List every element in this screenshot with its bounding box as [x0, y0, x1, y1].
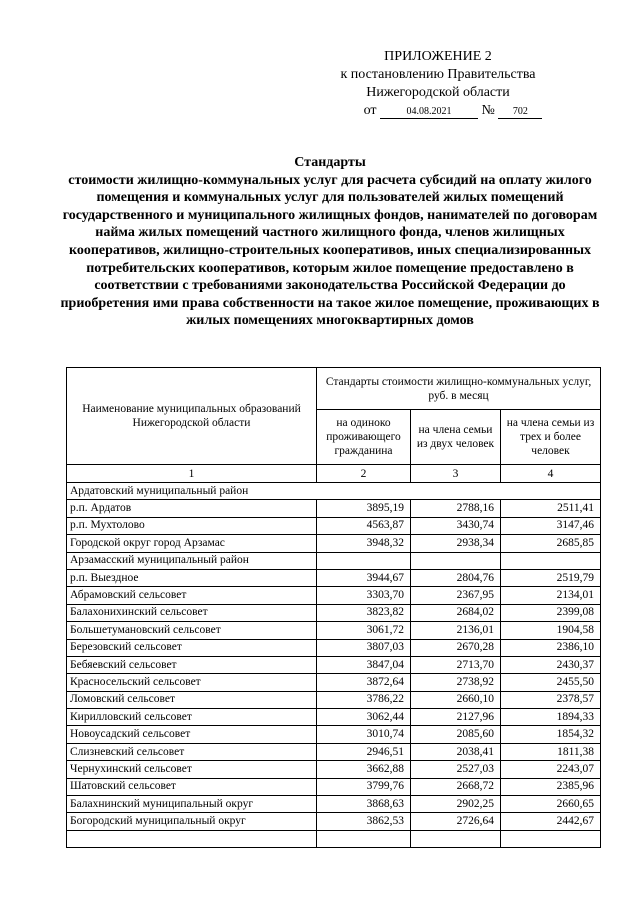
row-value-two: 3430,74 — [411, 517, 501, 534]
table-row — [67, 778, 601, 795]
row-value-two: 2713,70 — [411, 656, 501, 673]
row-value-two — [411, 552, 501, 569]
row-name: Чернухинский сельсовет — [67, 761, 317, 778]
row-value-three: 2430,37 — [501, 656, 601, 673]
row-value-single: 4563,87 — [317, 517, 411, 534]
row-name: р.п. Мухтолово — [67, 517, 317, 534]
row-value-three: 2243,07 — [501, 761, 601, 778]
from-label: от — [363, 103, 377, 118]
standards-table — [66, 367, 601, 848]
table-row — [67, 569, 601, 586]
row-value-single: 3948,32 — [317, 535, 411, 552]
row-value-three: 2685,85 — [501, 535, 601, 552]
row-value-two: 2726,64 — [411, 813, 501, 830]
table-row — [67, 604, 601, 621]
row-value-single: 3061,72 — [317, 622, 411, 639]
row-value-three: 2455,50 — [501, 674, 601, 691]
row-value-single: 3062,44 — [317, 709, 411, 726]
row-value-two: 2684,02 — [411, 604, 501, 621]
row-name: Кирилловский сельсовет — [67, 709, 317, 726]
row-value-three: 2386,10 — [501, 639, 601, 656]
row-value-two: 2038,41 — [411, 743, 501, 760]
row-value-two: 2660,10 — [411, 691, 501, 708]
header-name-col: Наименование муниципальных образований Нижегородской области — [67, 368, 317, 465]
row-value-two: 2670,28 — [411, 639, 501, 656]
row-value-two: 2938,34 — [411, 535, 501, 552]
row-name: Балахнинский муниципальный округ — [67, 796, 317, 813]
index-cell: 1 — [67, 465, 317, 483]
row-name: Городской округ город Арзамас — [67, 535, 317, 552]
row-value-three: 1894,33 — [501, 709, 601, 726]
appendix-region-line: Нижегородской области — [366, 85, 510, 100]
row-name — [67, 830, 317, 847]
row-value-single: 3662,88 — [317, 761, 411, 778]
appendix-title: ПРИЛОЖЕНИЕ 2 — [384, 49, 492, 64]
table-row — [67, 830, 601, 847]
title-subtitle: стоимости жилищно-коммунальных услуг для расчета субсидий на оплату жилого помещения и коммунальных услуг для пользователей жилых помещений государственного и муниципального жилищных фондов, нанимателей по договорам найма жилых помещений частного жилищного фонда, членов жилищных кооперативов, жилищно-строительных кооперативов, иных специализированных потребительских кооперативов, которым жилое помещение предоставлено в соответствии с требованиями законодательства Российской Федерации до приобретения ими права собственности на такое жилое помещение, проживающих в жилых помещениях многоквартирных домов — [60, 172, 600, 329]
row-value-single: 3862,53 — [317, 813, 411, 830]
appendix-decree-line: к постановлению Правительства — [340, 67, 536, 82]
table-row — [67, 674, 601, 691]
table-row — [67, 587, 601, 604]
row-value-three: 1904,58 — [501, 622, 601, 639]
header-col-single: на одиноко проживающего гражданина — [317, 410, 411, 465]
index-cell: 2 — [317, 465, 411, 483]
table-row — [67, 535, 601, 552]
index-cell: 4 — [501, 465, 601, 483]
row-value-three: 2378,57 — [501, 691, 601, 708]
row-name: р.п. Выездное — [67, 569, 317, 586]
row-value-three: 2660,65 — [501, 796, 601, 813]
row-name: Новоусадский сельсовет — [67, 726, 317, 743]
row-value-two: 2902,25 — [411, 796, 501, 813]
row-value-single: 3786,22 — [317, 691, 411, 708]
decree-date: 04.08.2021 — [380, 106, 478, 119]
row-value-two: 2127,96 — [411, 709, 501, 726]
table-row — [67, 709, 601, 726]
row-value-single: 2946,51 — [317, 743, 411, 760]
row-name: Бебяевский сельсовет — [67, 656, 317, 673]
row-value-single: 3807,03 — [317, 639, 411, 656]
header-group: Стандарты стоимости жилищно-коммунальных услуг, руб. в месяц — [317, 368, 601, 410]
title-heading: Стандарты — [294, 155, 366, 170]
row-value-two: 2085,60 — [411, 726, 501, 743]
table-row — [67, 517, 601, 534]
row-value-single: 3799,76 — [317, 778, 411, 795]
row-name: Шатовский сельсовет — [67, 778, 317, 795]
row-value-three: 2442,67 — [501, 813, 601, 830]
decree-number: 702 — [498, 106, 542, 119]
row-name: р.п. Ардатов — [67, 500, 317, 517]
row-value-single — [317, 552, 411, 569]
row-value-three — [501, 830, 601, 847]
row-value-three: 1811,38 — [501, 743, 601, 760]
row-value-single: 3010,74 — [317, 726, 411, 743]
row-value-single: 3868,63 — [317, 796, 411, 813]
row-value-single: 3944,67 — [317, 569, 411, 586]
row-value-single: 3872,64 — [317, 674, 411, 691]
row-value-three: 2519,79 — [501, 569, 601, 586]
row-value-two: 2788,16 — [411, 500, 501, 517]
header-col-two: на члена семьи из двух человек — [411, 410, 501, 465]
table-row — [67, 691, 601, 708]
table-row — [67, 500, 601, 517]
row-name: Большетумановский сельсовет — [67, 622, 317, 639]
row-value-two: 2738,92 — [411, 674, 501, 691]
row-value-three — [501, 552, 601, 569]
row-value-two: 2668,72 — [411, 778, 501, 795]
table-row — [67, 813, 601, 830]
table-row — [67, 656, 601, 673]
row-value-two — [411, 830, 501, 847]
table-row — [67, 796, 601, 813]
table-row — [67, 761, 601, 778]
decree-line — [328, 102, 578, 120]
row-name: Ломовский сельсовет — [67, 691, 317, 708]
section-cell: Ардатовский муниципальный район — [67, 483, 601, 500]
row-value-three: 2134,01 — [501, 587, 601, 604]
row-name: Слизневский сельсовет — [67, 743, 317, 760]
section-row — [67, 483, 601, 500]
document-title — [60, 154, 600, 330]
index-row — [67, 465, 601, 483]
row-name: Богородский муниципальный округ — [67, 813, 317, 830]
row-name: Балахонихинский сельсовет — [67, 604, 317, 621]
table-row — [67, 743, 601, 760]
row-name: Абрамовский сельсовет — [67, 587, 317, 604]
table-row — [67, 622, 601, 639]
row-value-two: 2136,01 — [411, 622, 501, 639]
row-value-three: 2385,96 — [501, 778, 601, 795]
appendix-block — [298, 48, 578, 120]
row-value-three: 1854,32 — [501, 726, 601, 743]
row-value-two: 2527,03 — [411, 761, 501, 778]
header-col-three: на члена семьи из трех и более человек — [501, 410, 601, 465]
row-value-two: 2804,76 — [411, 569, 501, 586]
number-label: № — [481, 103, 495, 118]
row-value-single: 3847,04 — [317, 656, 411, 673]
row-name: Арзамасский муниципальный район — [67, 552, 317, 569]
row-value-three: 2511,41 — [501, 500, 601, 517]
row-value-single — [317, 830, 411, 847]
row-value-three: 3147,46 — [501, 517, 601, 534]
index-cell: 3 — [411, 465, 501, 483]
row-value-single: 3895,19 — [317, 500, 411, 517]
row-name: Красносельский сельсовет — [67, 674, 317, 691]
row-name: Березовский сельсовет — [67, 639, 317, 656]
row-value-single: 3303,70 — [317, 587, 411, 604]
row-value-three: 2399,08 — [501, 604, 601, 621]
row-value-single: 3823,82 — [317, 604, 411, 621]
row-value-two: 2367,95 — [411, 587, 501, 604]
table-row — [67, 726, 601, 743]
table-row — [67, 552, 601, 569]
table-row — [67, 639, 601, 656]
